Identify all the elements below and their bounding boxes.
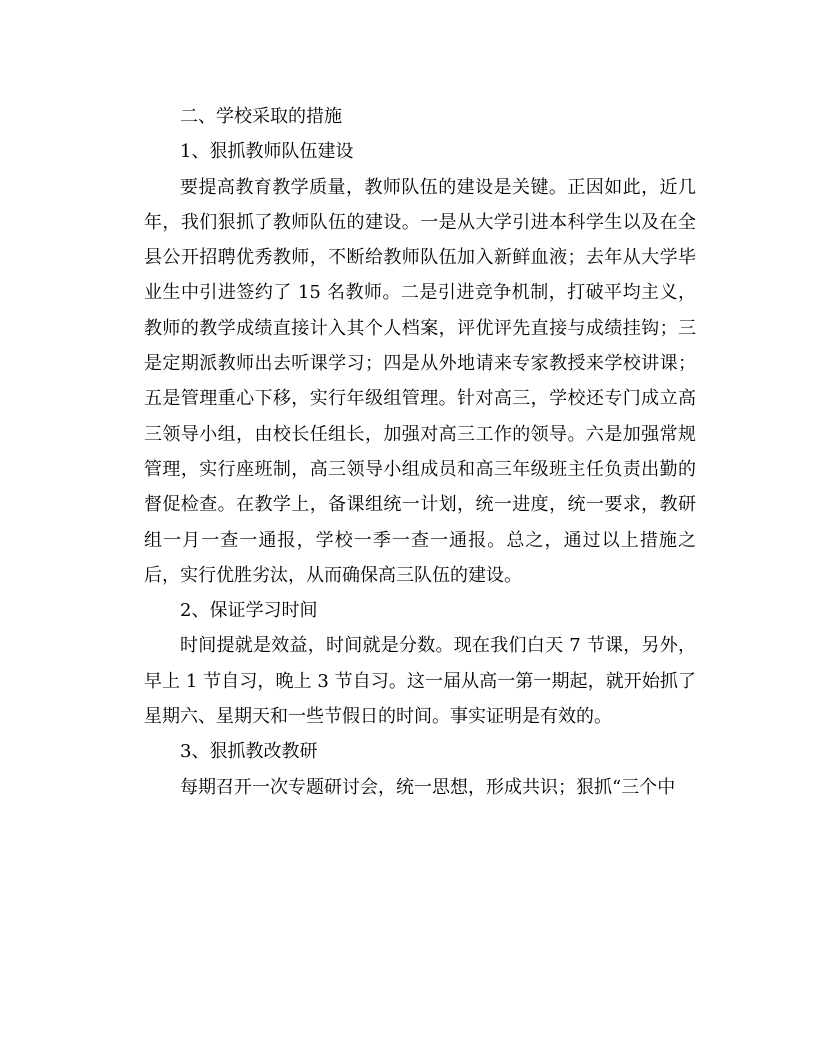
item-paragraph: 要提高教育教学质量，教师队伍的建设是关键。正因如此，近几年，我们狠抓了教师队伍的建设。一是从大学引进本科学生以及在全县公开招聘优秀教师，不断给教师队伍加入新鲜血液；去年从大学毕业生中引进签约了 15 名教师。二是引进竞争机制，打破平均主义，教师的教学成绩直接计入其个人档案，评优评先直接与成绩挂钩；三是定期派教师出去听课学习；四是从外地请来专家教授来学校讲课；五是管理重心下移，实行年级组管理。针对高三，学校还专门成立高三领导小组，由校长任组长，加强对高三工作的领导。六是加强常规管理，实行座班制，高三领导小组成员和高三年级班主任负责出勤的督促检查。在教学上，备课组统一计划，统一进度，统一要求，教研组一月一查一通报，学校一季一查一通报。总之，通过以上措施之后，实行优胜劣汰，从而确保高三队伍的建设。: [144, 176, 696, 586]
item-paragraph: 时间提就是效益，时间就是分数。现在我们白天 7 节课，另外，早上 1 节自习，晚上 3 节自习。这一届从高一第一期起，就开始抓了星期六、星期天和一些节假日的时间。事实证明是有效的。: [144, 635, 696, 728]
item-heading: 3、狠抓教改教研: [180, 741, 318, 763]
section-title: 二、学校采取的措施: [180, 106, 342, 127]
document-body: [144, 99, 696, 805]
item-paragraph: 每期召开一次专题研讨会，统一思想，形成共识；狠抓“三个中: [180, 776, 676, 798]
item-heading: 1、狠抓教师队伍建设: [180, 141, 354, 163]
item-heading: 2、保证学习时间: [180, 600, 318, 622]
